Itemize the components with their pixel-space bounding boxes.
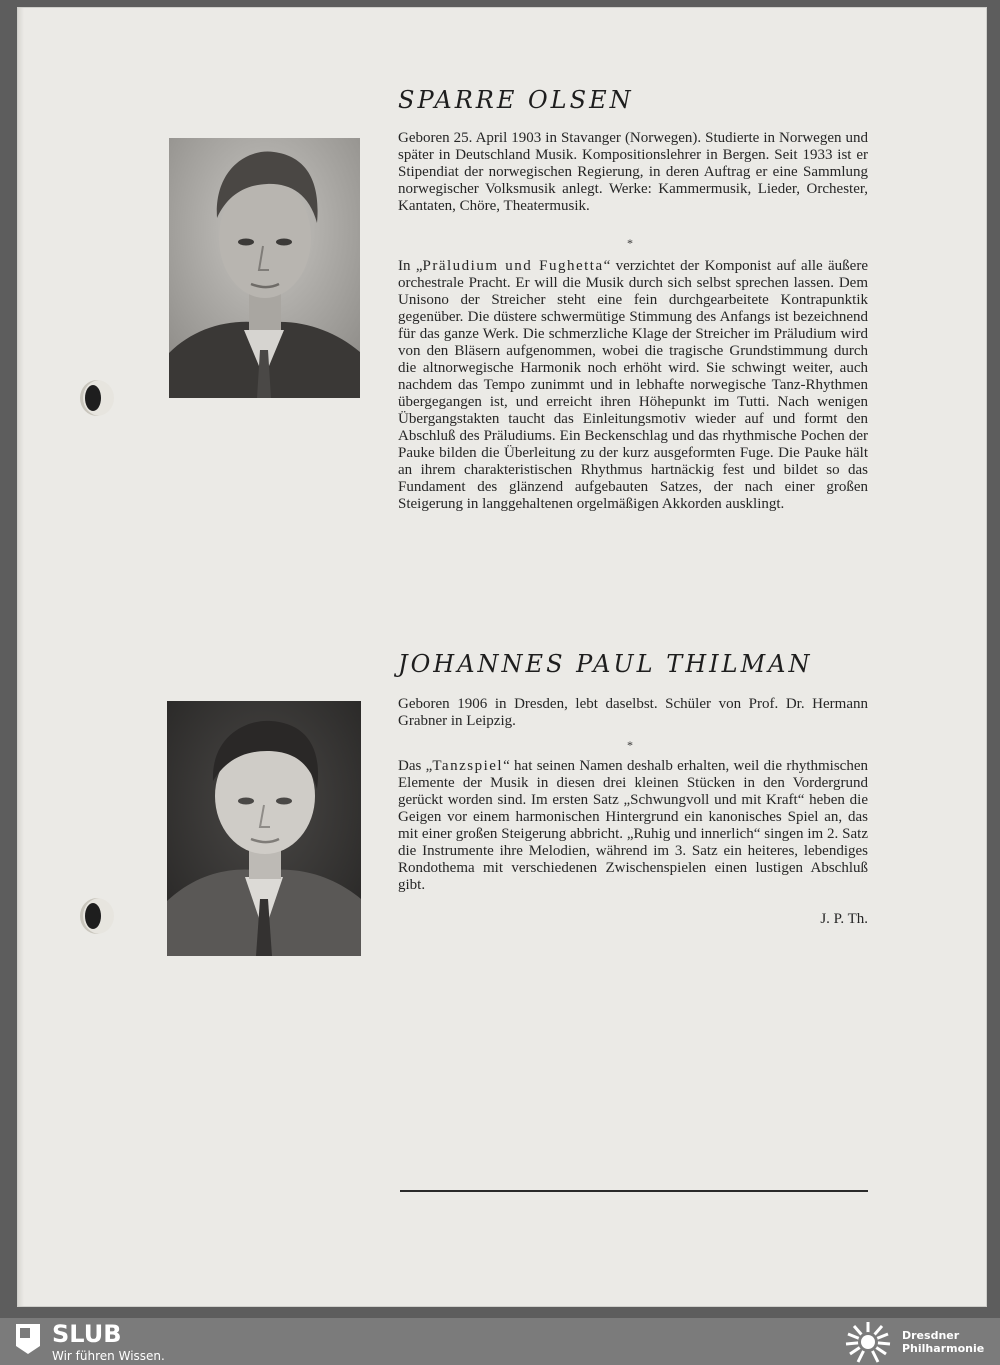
section-separator-1: * [627, 236, 633, 250]
work-title-praeludium: Präludium und Fughetta [422, 258, 604, 274]
partner-name [902, 1329, 984, 1355]
composer-title-sparre-olsen: SPARRE OLSEN [398, 86, 634, 114]
bottom-rule [400, 1190, 868, 1192]
library-tagline: Wir führen Wissen. [52, 1349, 165, 1363]
portrait-sparre-olsen [169, 138, 360, 398]
description-prefix: In „ [398, 258, 423, 274]
description-sparre-olsen [398, 258, 868, 513]
description-prefix: Das „ [398, 758, 433, 774]
bio-sparre-olsen: Geboren 25. April 1903 in Stavanger (Norwegen). Studierte in Norwegen und später in Deutschland Musik. Kompositionslehrer in Bergen. Seit 1933 ist er Stipendiat der norwegischen Regierung, in deren Auftrag er eine Sammlung norwegischer Volksmusik anlegt. Werke: Kammermusik, Lieder, Orchester, Kantaten, Chöre, Theatermusik. [398, 130, 868, 214]
partner-name-line2: Philharmonie [902, 1342, 985, 1355]
bio-thilman: Geboren 1906 in Dresden, lebt daselbst. Schüler von Prof. Dr. Hermann Grabner in Leipzig. [398, 696, 868, 729]
punch-hole-top [80, 380, 114, 416]
work-title-tanzspiel: Tanzspiel [432, 758, 504, 774]
author-signature: J. P. Th. [820, 911, 868, 927]
portrait-thilman [167, 701, 361, 956]
description-body: “ verzichtet der Komponist auf alle äußere orchestrale Pracht. Er will die Musik durch sich selbst sprechen lassen. Dem Unisono der Streicher steht eine fein durchgearbeitete Kontrapunktik gegenüber. Die düstere schwermütige Stimmung des Anfangs ist bezeichnend für das ganze Werk. Die schmerzliche Klage der Streicher im Präludium wird von den Bläsern aufgenommen, wobei die tragische Grundstimmung durch die altnorwegische Harmonik noch erhöht wird. Sie schwingt weiter, auch nachdem das Tempo zunimmt und in lebhafte norwegische Tanz-Rhythmen übergegangen ist, und erreicht ihren Höhepunkt im Tutti. Nach wenigen Übergangstakten taucht das Einleitungsmotiv wieder auf und formt den Abschluß des Präludiums. Ein Beckenschlag und das rhythmische Pochen der Pauke bilden die Überleitung zu der kurz ausgeformten Fuge. Die Pauke hält an ihrem charakteristischen Rhythmus hartnäckig fest und bildet so das Fundament des glänzend aufgebauten Satzes, der nach einer großen Steigerung in langgehaltenen orgelmäßigen Akkorden ausklingt. [398, 258, 868, 512]
partner-name-line1: Dresdner [902, 1329, 960, 1342]
description-thilman [398, 758, 868, 894]
slub-logo-icon [16, 1324, 40, 1354]
punch-hole-bottom [80, 898, 114, 934]
composer-title-thilman: JOHANNES PAUL THILMAN [398, 650, 813, 678]
library-name: SLUB [52, 1320, 122, 1348]
description-body: “ hat seinen Namen deshalb erhalten, weil die rhythmischen Elemente der Musik in diesen drei kleinen Stücken in den Vordergrund gerückt worden sind. Im ersten Satz „Schwungvoll und mit Kraft“ heben die Geigen vor einem harmonischen Hintergrund ein kanonisches Spiel an, das mit einer großen Steigerung abbricht. „Ruhig und innerlich“ singen im 2. Satz die Instrumente ihre Melodien, während im 3. Satz ein heiteres, lebendiges Rondothema mit verschiedenen Zwischenspielen einen lustigen Abschluß gibt. [398, 758, 868, 893]
philharmonie-sunburst-icon [842, 1320, 894, 1364]
page-binding-edge [18, 8, 24, 1306]
section-separator-2: * [627, 738, 633, 752]
